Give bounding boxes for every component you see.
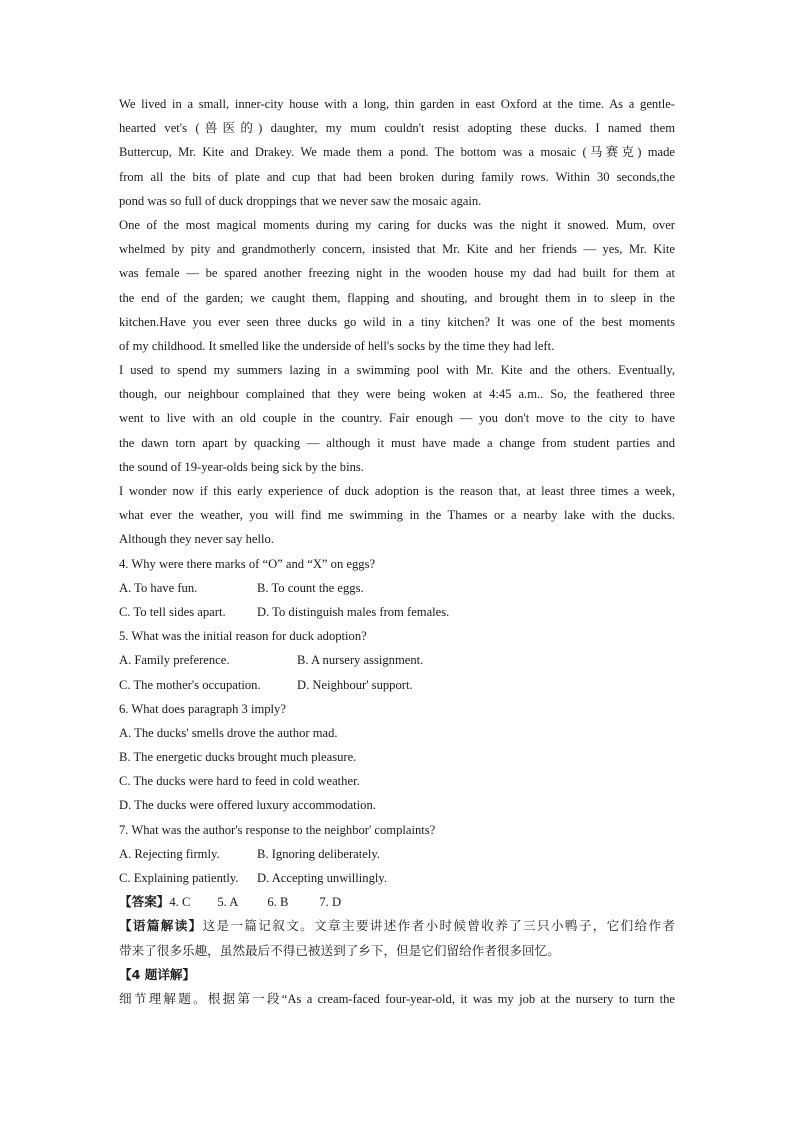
question-7 xyxy=(119,818,675,891)
text-line: of my childhood. It smelled like the underside of hell's socks by the time they had left. xyxy=(119,338,555,353)
interpretation-text: 这是一篇记叙文。文章主要讲述作者小时候曾收养了三只小鸭子，它们给作者 xyxy=(202,918,676,934)
answer-line xyxy=(119,890,675,914)
text-line: whelmed by pity and grandmotherly concern, insisted that Mr. Kite and her friends — yes, Mr. Kite xyxy=(119,242,675,257)
option-b: B. Ignoring deliberately. xyxy=(257,846,380,861)
option-d: D. Neighbour' support. xyxy=(297,677,413,692)
answer-4: 4. C xyxy=(169,895,191,910)
text-line: went to live with an old couple in the country. Fair enough — you don't move to the city to have xyxy=(119,411,675,426)
text-line: I used to spend my summers lazing in a swimming pool with Mr. Kite and the others. Eventually, xyxy=(119,363,675,378)
option-d: D. The ducks were offered luxury accommodation. xyxy=(119,798,376,813)
option-b: B. A nursery assignment. xyxy=(297,653,424,668)
option-line xyxy=(119,576,675,600)
text-line: hearted vet's (兽医的) daughter, my mum couldn't resist adopting these ducks. I named them xyxy=(119,121,675,136)
option-b: B. To count the eggs. xyxy=(257,580,364,595)
text-line: though, our neighbour complained that they were being woken at 4:45 a.m.. So, the feathered three xyxy=(119,387,675,402)
answer-6: 6. B xyxy=(267,895,289,910)
text-line: the dawn torn apart by quacking — although it must have made a change from student parties and xyxy=(119,435,675,450)
question-5 xyxy=(119,624,675,697)
question-stem: 5. What was the initial reason for duck adoption? xyxy=(119,629,367,644)
option-line xyxy=(119,842,675,866)
question-stem: 4. Why were there marks of “O” and “X” on eggs? xyxy=(119,556,376,571)
answer-7: 7. D xyxy=(319,895,342,910)
option-a: A. The ducks' smells drove the author mad. xyxy=(119,725,338,740)
option-a: A. Family preference. xyxy=(119,653,230,668)
option-b: B. The energetic ducks brought much pleasure. xyxy=(119,750,357,765)
option-c: C. The mother's occupation. xyxy=(119,677,261,692)
question-6 xyxy=(119,697,675,818)
paragraph-summers xyxy=(119,358,675,479)
text-line: what ever the weather, you will find me swimming in the Thames or a nearby lake with the ducks. xyxy=(119,508,675,523)
paragraph-snow-night xyxy=(119,213,675,358)
question-4 xyxy=(119,552,675,625)
text-line: We lived in a small, inner-city house with a long, thin garden in east Oxford at the time. As a gentle- xyxy=(119,97,675,111)
text-line: One of the most magical moments during my caring for ducks was the night it snowed. Mum, over xyxy=(119,217,675,232)
option-line xyxy=(119,648,675,672)
text-line: the end of the garden; we caught them, flapping and shouting, and brought them in to sleep in the xyxy=(119,290,675,305)
paragraph-garden-pond xyxy=(119,92,675,213)
option-line xyxy=(119,866,675,890)
answer-label: 【答案】 xyxy=(119,894,170,910)
question-stem: 6. What does paragraph 3 imply? xyxy=(119,701,286,716)
text-line: the sound of 19-year-olds being sick by the bins. xyxy=(119,459,364,474)
interpretation xyxy=(119,914,675,962)
interpretation-line xyxy=(119,914,675,938)
option-a: A. Rejecting firmly. xyxy=(119,846,220,861)
option-line xyxy=(119,600,675,624)
text-line: Buttercup, Mr. Kite and Drakey. We made them a pond. The bottom was a mosaic (马赛克) made xyxy=(119,145,675,160)
option-c: C. The ducks were hard to feed in cold weather. xyxy=(119,774,360,789)
interpretation-label: 【语篇解读】 xyxy=(119,918,203,934)
text-line: from all the bits of plate and cup that had been broken during family rows. Within 30 seconds,the xyxy=(119,169,675,184)
paragraph-conclusion xyxy=(119,479,675,552)
option-d: D. Accepting unwillingly. xyxy=(257,871,388,885)
interpretation-line: 带来了很多乐趣，虽然最后不得已被送到了乡下，但是它们留给作者很多回忆。 xyxy=(119,942,560,958)
answer-5: 5. A xyxy=(217,895,239,910)
option-c: C. Explaining patiently. xyxy=(119,871,239,885)
document-page xyxy=(119,92,675,1011)
option-d: D. To distinguish males from females. xyxy=(257,604,450,619)
text-line: was female — be spared another freezing night in the wooden house my dad had built for them at xyxy=(119,266,675,281)
text-line: pond was so full of duck droppings that we never saw the mosaic again. xyxy=(119,193,482,208)
option-c: C. To tell sides apart. xyxy=(119,604,226,619)
option-a: A. To have fun. xyxy=(119,580,198,595)
text-line: Although they never say hello. xyxy=(119,532,274,547)
question-stem: 7. What was the author's response to the neighbor' complaints? xyxy=(119,822,436,837)
text-line: kitchen.Have you ever seen three ducks go wild in a tiny kitchen? It was one of the best moments xyxy=(119,314,675,329)
detail-heading: 【4 题详解】 xyxy=(119,966,196,982)
text-line: I wonder now if this early experience of duck adoption is the reason that, at least three times a week, xyxy=(119,484,675,498)
option-line xyxy=(119,673,675,697)
detail-line: 细节理解题。根据第一段“As a cream-faced four-year-old, it was my job at the nursery to turn the xyxy=(119,991,675,1006)
